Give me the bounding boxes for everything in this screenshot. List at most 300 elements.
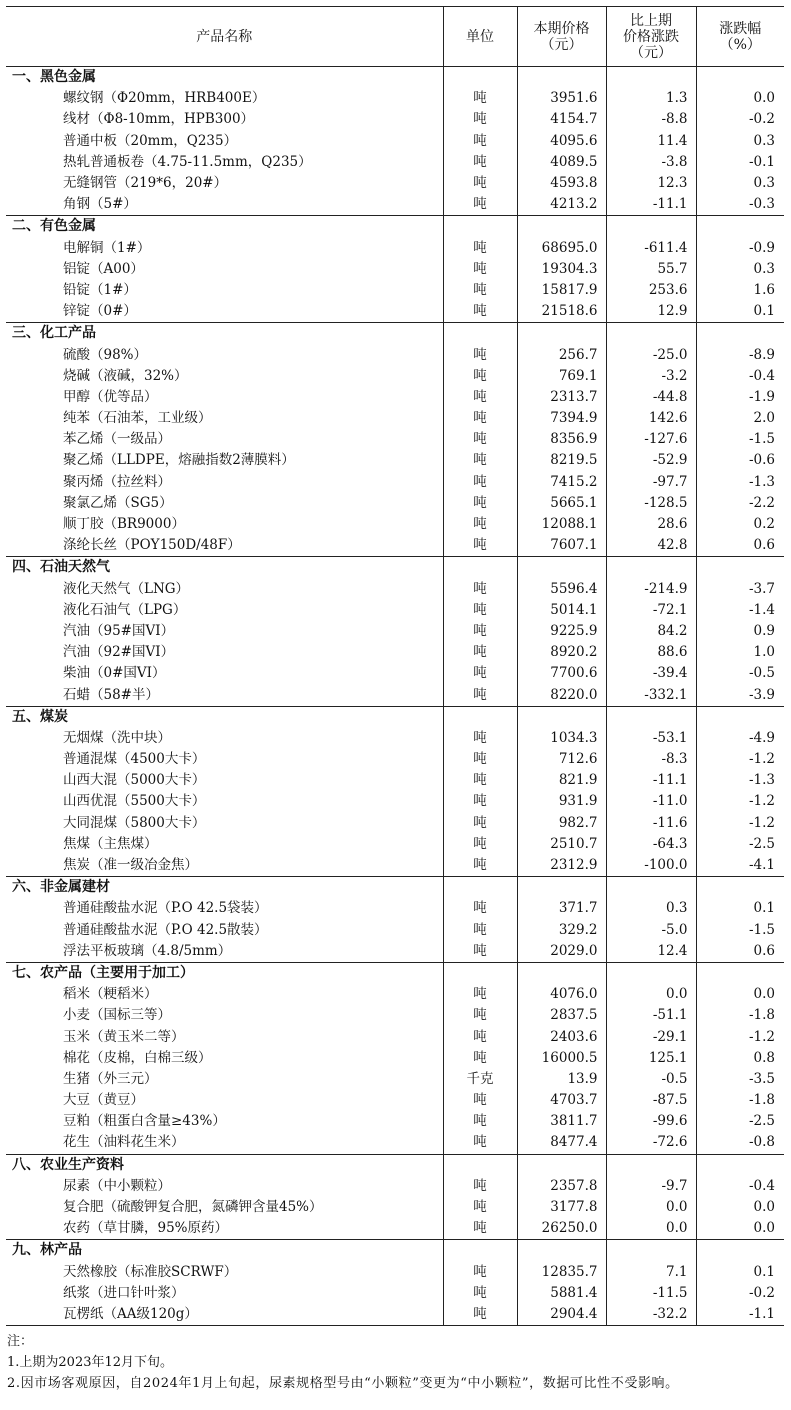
product-name: 热轧普通板卷（4.75-11.5mm，Q235） xyxy=(63,153,312,170)
product-name: 角钢（5#） xyxy=(63,196,137,213)
product-change: 11.4 xyxy=(606,131,696,152)
product-unit: 吨 xyxy=(443,194,517,216)
product-change: -3.8 xyxy=(606,152,696,173)
product-unit: 吨 xyxy=(443,1283,517,1304)
product-price: 5665.1 xyxy=(517,493,606,514)
product-price: 2837.5 xyxy=(517,1005,606,1026)
empty-cell xyxy=(517,216,606,238)
product-name: 小麦（国标三等） xyxy=(63,1007,171,1024)
product-name: 大同混煤（5800大卡） xyxy=(63,814,206,831)
empty-cell xyxy=(443,323,517,345)
product-unit: 吨 xyxy=(443,920,517,941)
product-name: 焦煤（主焦煤） xyxy=(63,835,158,852)
product-name: 电解铜（1#） xyxy=(63,239,151,256)
category-title: 二、有色金属 xyxy=(6,216,443,238)
table-row xyxy=(6,834,784,855)
product-change: -128.5 xyxy=(606,493,696,514)
product-change: -0.5 xyxy=(606,1069,696,1090)
empty-cell xyxy=(696,706,784,728)
category-row xyxy=(6,877,784,899)
product-price: 3951.6 xyxy=(517,88,606,109)
product-pct: -3.9 xyxy=(696,684,784,706)
category-row xyxy=(6,557,784,579)
product-name: 尿素（中小颗粒） xyxy=(63,1177,171,1194)
product-unit: 吨 xyxy=(443,813,517,834)
product-price: 16000.5 xyxy=(517,1048,606,1069)
product-pct: -4.9 xyxy=(696,728,784,749)
product-name: 焦炭（准一级冶金焦） xyxy=(63,857,198,874)
product-name: 稻米（粳稻米） xyxy=(63,986,158,1003)
product-change: 12.3 xyxy=(606,173,696,194)
table-row xyxy=(6,941,784,963)
product-price: 769.1 xyxy=(517,366,606,387)
product-unit: 吨 xyxy=(443,366,517,387)
empty-cell xyxy=(606,323,696,345)
product-unit: 吨 xyxy=(443,600,517,621)
product-unit: 吨 xyxy=(443,450,517,471)
product-pct: -0.8 xyxy=(696,1132,784,1154)
product-price: 8356.9 xyxy=(517,429,606,450)
product-price: 821.9 xyxy=(517,770,606,791)
product-change: -29.1 xyxy=(606,1026,696,1047)
product-price: 7415.2 xyxy=(517,472,606,493)
product-price: 3811.7 xyxy=(517,1111,606,1132)
table-row xyxy=(6,259,784,280)
product-name: 聚乙烯（LLDPE，熔融指数2薄膜料） xyxy=(63,452,295,469)
product-pct: 0.0 xyxy=(696,1197,784,1218)
product-pct: -1.9 xyxy=(696,387,784,408)
product-pct: -1.8 xyxy=(696,1090,784,1111)
empty-cell xyxy=(696,557,784,579)
product-pct: -3.5 xyxy=(696,1069,784,1090)
product-name: 汽油（92#国VI） xyxy=(63,644,175,661)
category-row xyxy=(6,1240,784,1262)
table-row xyxy=(6,1005,784,1026)
table-row xyxy=(6,1262,784,1283)
product-pct: 0.1 xyxy=(696,1262,784,1283)
product-name: 螺纹钢（Φ20mm，HRB400E） xyxy=(63,90,266,107)
empty-cell xyxy=(606,557,696,579)
product-unit: 吨 xyxy=(443,642,517,663)
product-change: -11.1 xyxy=(606,194,696,216)
table-row xyxy=(6,514,784,535)
product-change: -39.4 xyxy=(606,663,696,684)
table-row xyxy=(6,280,784,301)
product-change: 88.6 xyxy=(606,642,696,663)
table-row xyxy=(6,535,784,557)
product-price: 12835.7 xyxy=(517,1262,606,1283)
table-row xyxy=(6,194,784,216)
category-row xyxy=(6,962,784,984)
product-unit: 吨 xyxy=(443,387,517,408)
product-price: 2029.0 xyxy=(517,941,606,963)
product-name: 花生（油料花生米） xyxy=(63,1134,185,1151)
product-price: 4593.8 xyxy=(517,173,606,194)
product-change: -72.6 xyxy=(606,1132,696,1154)
note-1: 1.上期为2023年12月下旬。 xyxy=(7,1355,174,1371)
product-unit: 吨 xyxy=(443,621,517,642)
product-unit: 吨 xyxy=(443,1111,517,1132)
product-name: 涤纶长丝（POY150D/48F） xyxy=(63,537,241,554)
product-change: -100.0 xyxy=(606,855,696,877)
product-unit: 吨 xyxy=(443,1048,517,1069)
product-change: -5.0 xyxy=(606,920,696,941)
product-pct: -0.1 xyxy=(696,152,784,173)
empty-cell xyxy=(606,216,696,238)
empty-cell xyxy=(443,1154,517,1176)
product-pct: -8.9 xyxy=(696,344,784,365)
table-row xyxy=(6,238,784,259)
product-name: 铝锭（A00） xyxy=(63,260,144,277)
category-row xyxy=(6,216,784,238)
header-change: 比上期 价格涨跌 （元） xyxy=(606,7,696,67)
product-unit: 吨 xyxy=(443,535,517,557)
table-header xyxy=(6,7,784,67)
table-row xyxy=(6,387,784,408)
empty-cell xyxy=(517,1154,606,1176)
product-price: 8920.2 xyxy=(517,642,606,663)
table-row xyxy=(6,88,784,109)
product-pct: -1.5 xyxy=(696,429,784,450)
product-unit: 吨 xyxy=(443,472,517,493)
product-pct: -1.4 xyxy=(696,600,784,621)
table-row xyxy=(6,1048,784,1069)
notes xyxy=(6,1331,784,1394)
product-unit: 吨 xyxy=(443,408,517,429)
product-name: 纸浆（进口针叶浆） xyxy=(63,1284,185,1301)
product-change: -8.8 xyxy=(606,109,696,130)
product-change: -332.1 xyxy=(606,684,696,706)
table-row xyxy=(6,1304,784,1326)
table-row xyxy=(6,663,784,684)
empty-cell xyxy=(606,1240,696,1262)
product-unit: 吨 xyxy=(443,131,517,152)
product-unit: 吨 xyxy=(443,1090,517,1111)
product-unit: 吨 xyxy=(443,280,517,301)
product-unit: 吨 xyxy=(443,579,517,600)
product-pct: 0.1 xyxy=(696,898,784,919)
product-name: 普通硅酸盐水泥（P.O 42.5袋装） xyxy=(63,900,268,917)
header-unit: 单位 xyxy=(443,7,517,67)
product-change: -214.9 xyxy=(606,579,696,600)
table-row xyxy=(6,600,784,621)
product-pct: -2.5 xyxy=(696,834,784,855)
product-unit: 吨 xyxy=(443,1176,517,1197)
product-change: -11.1 xyxy=(606,770,696,791)
product-price: 2904.4 xyxy=(517,1304,606,1326)
table-row xyxy=(6,152,784,173)
empty-cell xyxy=(606,1154,696,1176)
product-pct: 0.3 xyxy=(696,173,784,194)
product-unit: 吨 xyxy=(443,770,517,791)
product-change: -9.7 xyxy=(606,1176,696,1197)
product-price: 5014.1 xyxy=(517,600,606,621)
product-price: 712.6 xyxy=(517,749,606,770)
product-name: 液化天然气（LNG） xyxy=(63,580,190,597)
product-name: 锌锭（0#） xyxy=(63,303,137,320)
table-row xyxy=(6,1111,784,1132)
product-price: 2510.7 xyxy=(517,834,606,855)
product-pct: -1.3 xyxy=(696,770,784,791)
table-row xyxy=(6,301,784,323)
product-unit: 吨 xyxy=(443,791,517,812)
table-row xyxy=(6,366,784,387)
product-name: 石蜡（58#半） xyxy=(63,686,159,703)
product-price: 9225.9 xyxy=(517,621,606,642)
empty-cell xyxy=(517,67,606,89)
empty-cell xyxy=(443,706,517,728)
product-unit: 吨 xyxy=(443,834,517,855)
table-row xyxy=(6,770,784,791)
product-price: 13.9 xyxy=(517,1069,606,1090)
product-pct: -3.7 xyxy=(696,579,784,600)
product-name: 生猪（外三元） xyxy=(63,1070,158,1087)
product-price: 982.7 xyxy=(517,813,606,834)
empty-cell xyxy=(696,67,784,89)
empty-cell xyxy=(606,877,696,899)
product-unit: 吨 xyxy=(443,728,517,749)
product-price: 7607.1 xyxy=(517,535,606,557)
product-pct: 1.0 xyxy=(696,642,784,663)
product-pct: 0.8 xyxy=(696,1048,784,1069)
product-unit: 吨 xyxy=(443,173,517,194)
product-pct: -0.4 xyxy=(696,1176,784,1197)
product-change: 0.0 xyxy=(606,984,696,1005)
empty-cell xyxy=(696,962,784,984)
product-name: 聚丙烯（拉丝料） xyxy=(63,473,171,490)
table-row xyxy=(6,1176,784,1197)
product-name: 无烟煤（洗中块） xyxy=(63,729,171,746)
empty-cell xyxy=(517,962,606,984)
product-change: -64.3 xyxy=(606,834,696,855)
price-report xyxy=(6,6,784,1394)
product-change: -11.6 xyxy=(606,813,696,834)
empty-cell xyxy=(517,323,606,345)
product-price: 5881.4 xyxy=(517,1283,606,1304)
product-pct: 2.0 xyxy=(696,408,784,429)
table-row xyxy=(6,1090,784,1111)
table-row xyxy=(6,791,784,812)
table-row xyxy=(6,1026,784,1047)
empty-cell xyxy=(517,557,606,579)
product-price: 2312.9 xyxy=(517,855,606,877)
product-change: 0.0 xyxy=(606,1197,696,1218)
empty-cell xyxy=(517,706,606,728)
product-change: -25.0 xyxy=(606,344,696,365)
table-row xyxy=(6,344,784,365)
table-row xyxy=(6,472,784,493)
table-row xyxy=(6,109,784,130)
product-name: 天然橡胶（标准胶SCRWF） xyxy=(63,1263,238,1280)
product-name: 线材（Φ8-10mm，HPB300） xyxy=(63,111,255,128)
product-unit: 吨 xyxy=(443,1197,517,1218)
table-row xyxy=(6,813,784,834)
product-change: -611.4 xyxy=(606,238,696,259)
product-unit: 吨 xyxy=(443,941,517,963)
product-pct: -0.3 xyxy=(696,194,784,216)
product-change: -3.2 xyxy=(606,366,696,387)
table-row xyxy=(6,920,784,941)
table-row xyxy=(6,173,784,194)
product-name: 无缝钢管（219*6，20#） xyxy=(63,175,228,192)
product-unit: 吨 xyxy=(443,152,517,173)
product-pct: -2.2 xyxy=(696,493,784,514)
product-pct: 0.6 xyxy=(696,535,784,557)
category-title: 五、煤炭 xyxy=(6,706,443,728)
empty-cell xyxy=(443,216,517,238)
product-pct: -0.9 xyxy=(696,238,784,259)
product-price: 7394.9 xyxy=(517,408,606,429)
product-pct: 0.0 xyxy=(696,1218,784,1240)
product-pct: -0.2 xyxy=(696,1283,784,1304)
table-row xyxy=(6,728,784,749)
table-row xyxy=(6,684,784,706)
price-table xyxy=(6,6,784,1326)
product-change: -53.1 xyxy=(606,728,696,749)
product-unit: 吨 xyxy=(443,238,517,259)
product-price: 1034.3 xyxy=(517,728,606,749)
table-row xyxy=(6,642,784,663)
product-unit: 吨 xyxy=(443,514,517,535)
empty-cell xyxy=(517,1240,606,1262)
table-row xyxy=(6,1218,784,1240)
product-name: 甲醇（优等品） xyxy=(63,388,158,405)
product-name: 柴油（0#国VI） xyxy=(63,665,166,682)
product-name: 铅锭（1#） xyxy=(63,281,137,298)
product-price: 329.2 xyxy=(517,920,606,941)
product-change: -11.0 xyxy=(606,791,696,812)
product-unit: 吨 xyxy=(443,259,517,280)
product-unit: 吨 xyxy=(443,898,517,919)
product-change: 0.0 xyxy=(606,1218,696,1240)
table-row xyxy=(6,984,784,1005)
product-name: 聚氯乙烯（SG5） xyxy=(63,494,173,511)
empty-cell xyxy=(517,877,606,899)
product-change: 12.9 xyxy=(606,301,696,323)
product-price: 5596.4 xyxy=(517,579,606,600)
product-pct: 0.0 xyxy=(696,88,784,109)
empty-cell xyxy=(696,1154,784,1176)
empty-cell xyxy=(696,216,784,238)
product-name: 普通中板（20mm，Q235） xyxy=(63,132,238,149)
product-change: -8.3 xyxy=(606,749,696,770)
product-pct: -0.6 xyxy=(696,450,784,471)
product-unit: 吨 xyxy=(443,301,517,323)
product-price: 68695.0 xyxy=(517,238,606,259)
product-price: 2313.7 xyxy=(517,387,606,408)
product-name: 瓦楞纸（AA级120g） xyxy=(6,1304,443,1326)
product-pct: -1.8 xyxy=(696,1005,784,1026)
product-name: 复合肥（硫酸钾复合肥，氮磷钾含量45%） xyxy=(63,1199,323,1216)
product-change: -87.5 xyxy=(606,1090,696,1111)
product-unit: 吨 xyxy=(443,109,517,130)
empty-cell xyxy=(443,557,517,579)
product-unit: 吨 xyxy=(443,684,517,706)
product-price: 931.9 xyxy=(517,791,606,812)
product-change: 253.6 xyxy=(606,280,696,301)
product-unit: 吨 xyxy=(443,1218,517,1240)
product-change: 28.6 xyxy=(606,514,696,535)
product-name: 普通混煤（4500大卡） xyxy=(63,751,206,768)
table-row xyxy=(6,749,784,770)
note-2: 2.因市场客观原因，自2024年1月上旬起，尿素规格型号由“小颗粒”变更为“中小颗粒”，数据可比性不受影响。 xyxy=(7,1376,679,1392)
product-price: 3177.8 xyxy=(517,1197,606,1218)
product-change: -127.6 xyxy=(606,429,696,450)
product-price: 7700.6 xyxy=(517,663,606,684)
product-price: 4089.5 xyxy=(517,152,606,173)
product-change: 12.4 xyxy=(606,941,696,963)
product-price: 8220.0 xyxy=(517,684,606,706)
product-change: -97.7 xyxy=(606,472,696,493)
product-pct: -1.1 xyxy=(696,1304,784,1326)
category-row xyxy=(6,1154,784,1176)
empty-cell xyxy=(696,1240,784,1262)
product-price: 8477.4 xyxy=(517,1132,606,1154)
product-change: 42.8 xyxy=(606,535,696,557)
table-body xyxy=(6,67,784,1326)
product-price: 4213.2 xyxy=(517,194,606,216)
product-price: 8219.5 xyxy=(517,450,606,471)
product-change: -32.2 xyxy=(606,1304,696,1326)
category-row xyxy=(6,67,784,89)
table-row xyxy=(6,1283,784,1304)
table-row xyxy=(6,1197,784,1218)
product-price: 4076.0 xyxy=(517,984,606,1005)
header-name: 产品名称 xyxy=(6,7,443,67)
empty-cell xyxy=(443,67,517,89)
product-change: 84.2 xyxy=(606,621,696,642)
product-change: 1.3 xyxy=(606,88,696,109)
product-unit: 吨 xyxy=(443,984,517,1005)
product-unit: 吨 xyxy=(443,344,517,365)
product-pct: -4.1 xyxy=(696,855,784,877)
product-unit: 吨 xyxy=(443,1262,517,1283)
product-name: 汽油（95#国VI） xyxy=(63,622,175,639)
product-change: 125.1 xyxy=(606,1048,696,1069)
product-change: -52.9 xyxy=(606,450,696,471)
product-name: 硫酸（98%） xyxy=(63,346,148,363)
product-pct: 0.1 xyxy=(696,301,784,323)
product-unit: 吨 xyxy=(443,88,517,109)
product-pct: 1.6 xyxy=(696,280,784,301)
product-pct: 0.3 xyxy=(696,259,784,280)
table-row xyxy=(6,429,784,450)
product-unit: 吨 xyxy=(443,429,517,450)
product-unit: 吨 xyxy=(443,1005,517,1026)
product-pct: 0.9 xyxy=(696,621,784,642)
product-price: 26250.0 xyxy=(517,1218,606,1240)
product-change: 142.6 xyxy=(606,408,696,429)
empty-cell xyxy=(443,962,517,984)
category-row xyxy=(6,323,784,345)
product-name: 豆粕（粗蛋白含量≥43%） xyxy=(63,1113,226,1130)
table-row xyxy=(6,898,784,919)
product-unit: 千克 xyxy=(443,1069,517,1090)
category-title: 七、农产品（主要用于加工） xyxy=(6,962,443,984)
product-pct: -1.2 xyxy=(696,791,784,812)
product-name: 浮法平板玻璃（4.8/5mm） xyxy=(63,942,232,959)
product-name: 山西优混（5500大卡） xyxy=(63,793,206,810)
product-pct: -0.5 xyxy=(696,663,784,684)
product-pct: -1.5 xyxy=(696,920,784,941)
product-name: 液化石油气（LPG） xyxy=(63,601,187,618)
category-title: 三、化工产品 xyxy=(6,323,443,345)
empty-cell xyxy=(696,323,784,345)
product-unit: 吨 xyxy=(443,1304,517,1326)
product-change: -99.6 xyxy=(606,1111,696,1132)
product-price: 4154.7 xyxy=(517,109,606,130)
product-price: 371.7 xyxy=(517,898,606,919)
